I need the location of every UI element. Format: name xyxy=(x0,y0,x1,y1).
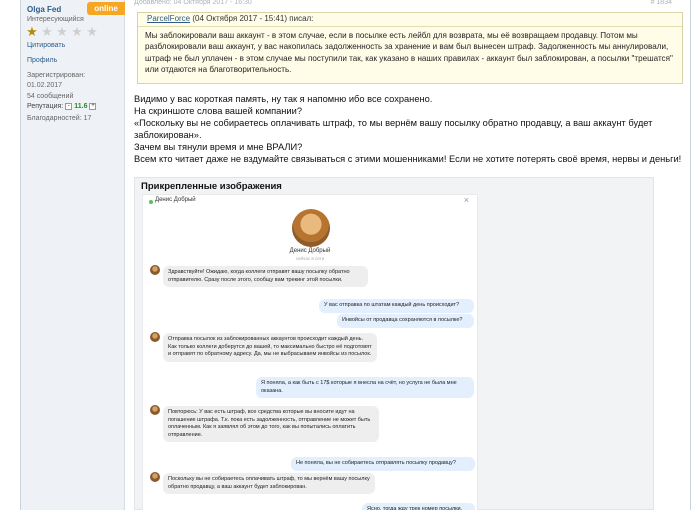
chat-profile-name: Денис Добрый xyxy=(289,248,331,254)
star-icon[interactable]: ★ xyxy=(26,24,38,39)
online-dot-icon xyxy=(149,200,153,204)
attached-screenshot[interactable] xyxy=(142,194,478,510)
post-line: Видимо у вас короткая память, ну так я напомню ибо все сохранено. xyxy=(134,94,433,104)
quote-header xyxy=(147,14,313,23)
registered-date: 01.02.2017 xyxy=(27,82,63,89)
star-icon[interactable]: ★ xyxy=(56,24,68,39)
attachments-box xyxy=(134,177,654,510)
avatar xyxy=(150,472,160,482)
registered-label: Зарегистрирован: xyxy=(27,72,86,79)
profile-link[interactable]: Профиль xyxy=(27,57,58,64)
chat-message-out: Я поняла, а как быть с 17$ которые я внесла на счёт, но услуга не была мне оказана. xyxy=(256,377,474,398)
reputation-minus-button[interactable]: - xyxy=(65,103,72,110)
chat-message-in: Отправка посылок из заблокированных аккаунтов происходит каждый день. Как только коллеги доберутся до вашей, то максимально быстро её подготовят и отправят по обратному адресу. Да, мы не выбрасываем инвойсы из посылок. xyxy=(163,333,377,362)
username-link[interactable]: Olga Fed xyxy=(27,5,62,14)
attachments-title: Прикрепленные изображения xyxy=(141,181,282,192)
post-body xyxy=(134,93,684,166)
user-panel xyxy=(21,0,125,510)
chat-header-name: Денис Добрый xyxy=(155,197,196,203)
chat-message-in: Повторюсь: У вас есть штраф, все средства которые вы вносите идут на погашение штрафа. Т.к. пока есть задолженность, отправление не может быть оплаченным. Как я заявлял об этом до того, как вы попытались оплатить отправление. xyxy=(163,406,379,442)
avatar xyxy=(150,405,160,415)
reputation-plus-button[interactable]: + xyxy=(91,103,95,109)
avatar xyxy=(292,209,330,247)
cite-link[interactable]: Цитировать xyxy=(27,42,66,49)
message-count: 54 сообщений xyxy=(27,93,74,100)
close-icon: × xyxy=(463,195,469,205)
post-line: Всем кто читает даже не вздумайте связываться с этими мошенниками! Если не хотите потерять своё время, нервы и деньги! xyxy=(134,154,682,165)
avatar xyxy=(150,265,160,275)
post-header xyxy=(131,0,690,8)
chat-message-out: Ясно, тогда жду трек номер посылки. xyxy=(362,503,475,510)
post-line: «Поскольку вы не собираетесь оплачивать штраф, то мы вернём вашу посылку обратно продавцу, а ваш аккаунт будет заблокирован». xyxy=(134,118,653,141)
quote-text: Мы заблокировали ваш аккаунт - в этом случае, если в посылке есть лейбл для возврата, мы её возвращаем продавцу. Потом мы разблокировали ваш аккаунт, у вас накопилась задолженность за хранение и вам был вынесен штраф. Задолженность мы аннулировали, штраф не был уплачен - в этом случае мы поступили так, как указано в наших правилах - аккаунт был заблокирован, а посылки "трешатся" или отдаются на благотворительность. xyxy=(145,31,673,75)
chat-message-in: Поскольку вы не собираетесь оплачивать штраф, то мы вернём вашу посылку обратно продавцу, а ваш аккаунт будет заблокирован. xyxy=(163,473,375,494)
quote-author-link[interactable]: ParcelForce xyxy=(147,14,191,23)
star-icon[interactable]: ★ xyxy=(41,24,53,39)
chat-header xyxy=(143,195,477,209)
reputation-label: Репутация: xyxy=(27,103,64,110)
chat-message-out: Не поняла, вы не собираетесь отправлять посылку продавцу? xyxy=(291,457,475,471)
user-title: Интересующийся xyxy=(27,16,84,23)
online-badge: online xyxy=(87,2,125,15)
reputation xyxy=(27,103,96,110)
chat-message-out: У вас отправка по штатам каждый день происходит? xyxy=(319,299,474,313)
avatar xyxy=(150,332,160,342)
rating-stars[interactable] xyxy=(25,25,99,39)
quote-meta: (04 Октября 2017 - 15:41) писал: xyxy=(192,14,314,23)
post-date: Добавлено: 04 Октября 2017 - 16:30 xyxy=(134,0,252,6)
reputation-value: 11.6 xyxy=(74,103,88,110)
chat-message-in: Здравствуйте! Ожидаю, когда коллеги отправят вашу посылку обратно отправителю. Сразу после этого, сообщу вам трекинг этой посылки. xyxy=(163,266,368,287)
star-icon[interactable]: ★ xyxy=(86,24,98,39)
quote-block xyxy=(137,12,683,84)
page-border-right xyxy=(690,0,691,510)
quote-divider xyxy=(138,26,682,27)
chat-profile-status: сейчас в сети xyxy=(295,256,325,261)
post-line: Зачем вы тянули время и мне ВРАЛИ? xyxy=(134,142,303,153)
post-number-link[interactable]: # 1834 xyxy=(650,0,672,6)
thanks-count: Благодарностей: 17 xyxy=(27,115,92,122)
chat-message-out: Инвойсы от продавца сохраняются в посылке? xyxy=(337,314,474,328)
star-icon[interactable]: ★ xyxy=(71,24,83,39)
post-line: На скриншоте слова вашей компании? xyxy=(134,106,302,117)
